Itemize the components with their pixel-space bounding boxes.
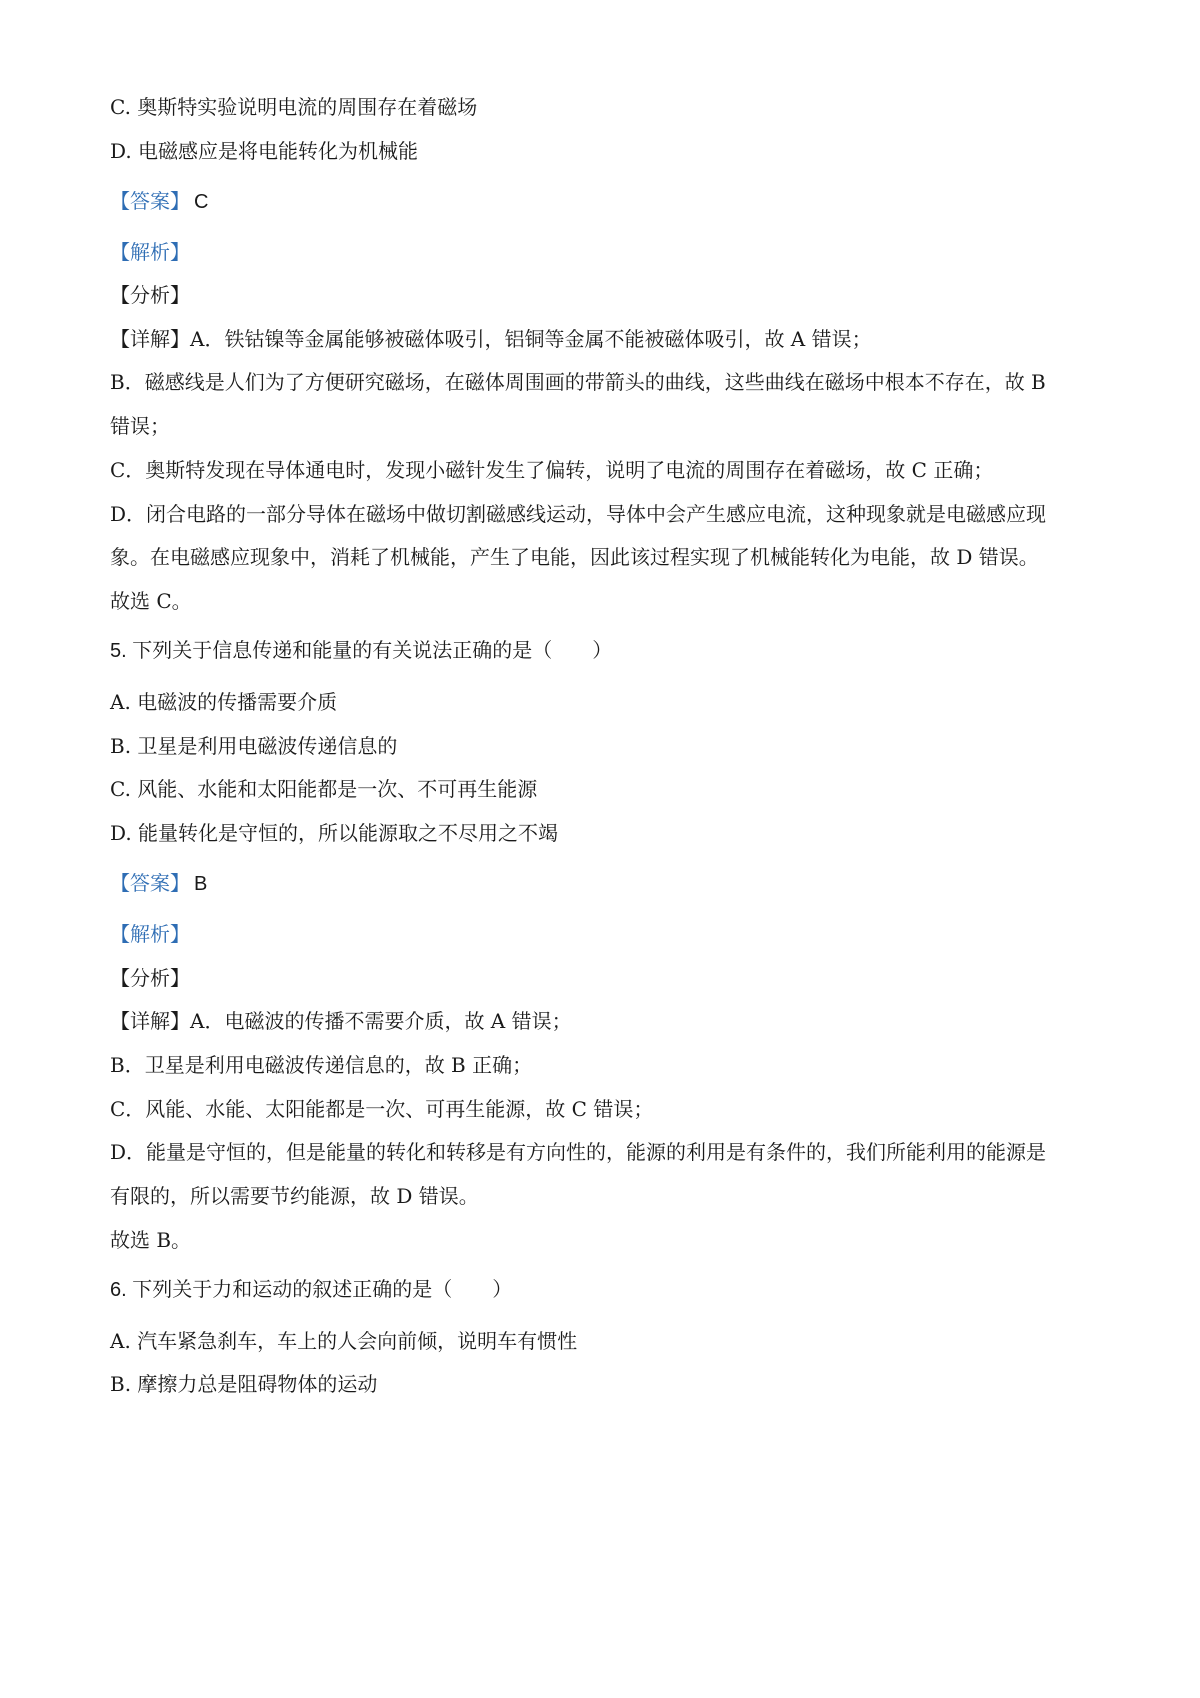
q5-detail-c: C．风能、水能、太阳能都是一次、可再生能源，故 C 错误； <box>110 1097 654 1121</box>
q5-detail-d-line1: D．能量是守恒的，但是能量的转化和转移是有方向性的，能源的利用是有条件的，我们所能利用的能源是 <box>110 1140 1047 1164</box>
q5-option-c: C. 风能、水能和太阳能都是一次、不可再生能源 <box>110 777 538 801</box>
q4-fenxi-tag: 【分析】 <box>110 283 190 307</box>
q4-detail-a: 【详解】A．铁钴镍等金属能够被磁体吸引，铝铜等金属不能被磁体吸引，故 A 错误； <box>110 327 872 351</box>
q4-detail-b-line2: 错误； <box>110 414 170 438</box>
answer-tag: 【答案】 <box>110 871 190 895</box>
q4-option-d: D. 电磁感应是将电能转化为机械能 <box>110 139 419 163</box>
q5-fenxi-tag: 【分析】 <box>110 966 190 990</box>
q5-option-a: A. 电磁波的传播需要介质 <box>110 690 338 714</box>
answer-tag: 【答案】 <box>110 189 190 213</box>
q4-answer <box>110 187 1110 216</box>
q4-detail-c: C．奥斯特发现在导体通电时，发现小磁针发生了偏转，说明了电流的周围存在着磁场，故 C 正确； <box>110 458 994 482</box>
q5-option-d: D. 能量转化是守恒的，所以能源取之不尽用之不竭 <box>110 821 559 845</box>
answer-value: B <box>194 873 208 895</box>
q5-option-b: B. 卫星是利用电磁波传递信息的 <box>110 734 398 758</box>
q5-detail-b: B．卫星是利用电磁波传递信息的，故 B 正确； <box>110 1053 533 1077</box>
q4-analysis-tag: 【解析】 <box>110 240 190 264</box>
q5-analysis-tag: 【解析】 <box>110 922 190 946</box>
answer-value: C <box>194 191 209 213</box>
q6-option-b: B. 摩擦力总是阻碍物体的运动 <box>110 1372 378 1396</box>
q4-detail-d-line2: 象。在电磁感应现象中，消耗了机械能，产生了电能，因此该过程实现了机械能转化为电能，故 D 错误。 <box>110 545 1039 569</box>
q6-option-a: A. 汽车紧急刹车，车上的人会向前倾，说明车有惯性 <box>110 1329 578 1353</box>
q4-detail-d-line1: D．闭合电路的一部分导体在磁场中做切割磁感线运动，导体中会产生感应电流，这种现象就是电磁感应现 <box>110 502 1047 526</box>
q4-option-c: C. 奥斯特实验说明电流的周围存在着磁场 <box>110 95 478 119</box>
q5-question: 5. 下列关于信息传递和能量的有关说法正确的是（ ） <box>110 640 613 662</box>
q5-conclusion: 故选 B。 <box>110 1228 192 1252</box>
q6-question: 6. 下列关于力和运动的叙述正确的是（ ） <box>110 1279 513 1301</box>
q4-detail-b-line1: B．磁感线是人们为了方便研究磁场，在磁体周围画的带箭头的曲线，这些曲线在磁场中根本不存在，故 B <box>110 370 1046 394</box>
q5-answer <box>110 869 1110 898</box>
q4-conclusion: 故选 C。 <box>110 589 192 613</box>
q5-detail-d-line2: 有限的，所以需要节约能源，故 D 错误。 <box>110 1184 479 1208</box>
q5-detail-a: 【详解】A．电磁波的传播不需要介质，故 A 错误； <box>110 1009 572 1033</box>
